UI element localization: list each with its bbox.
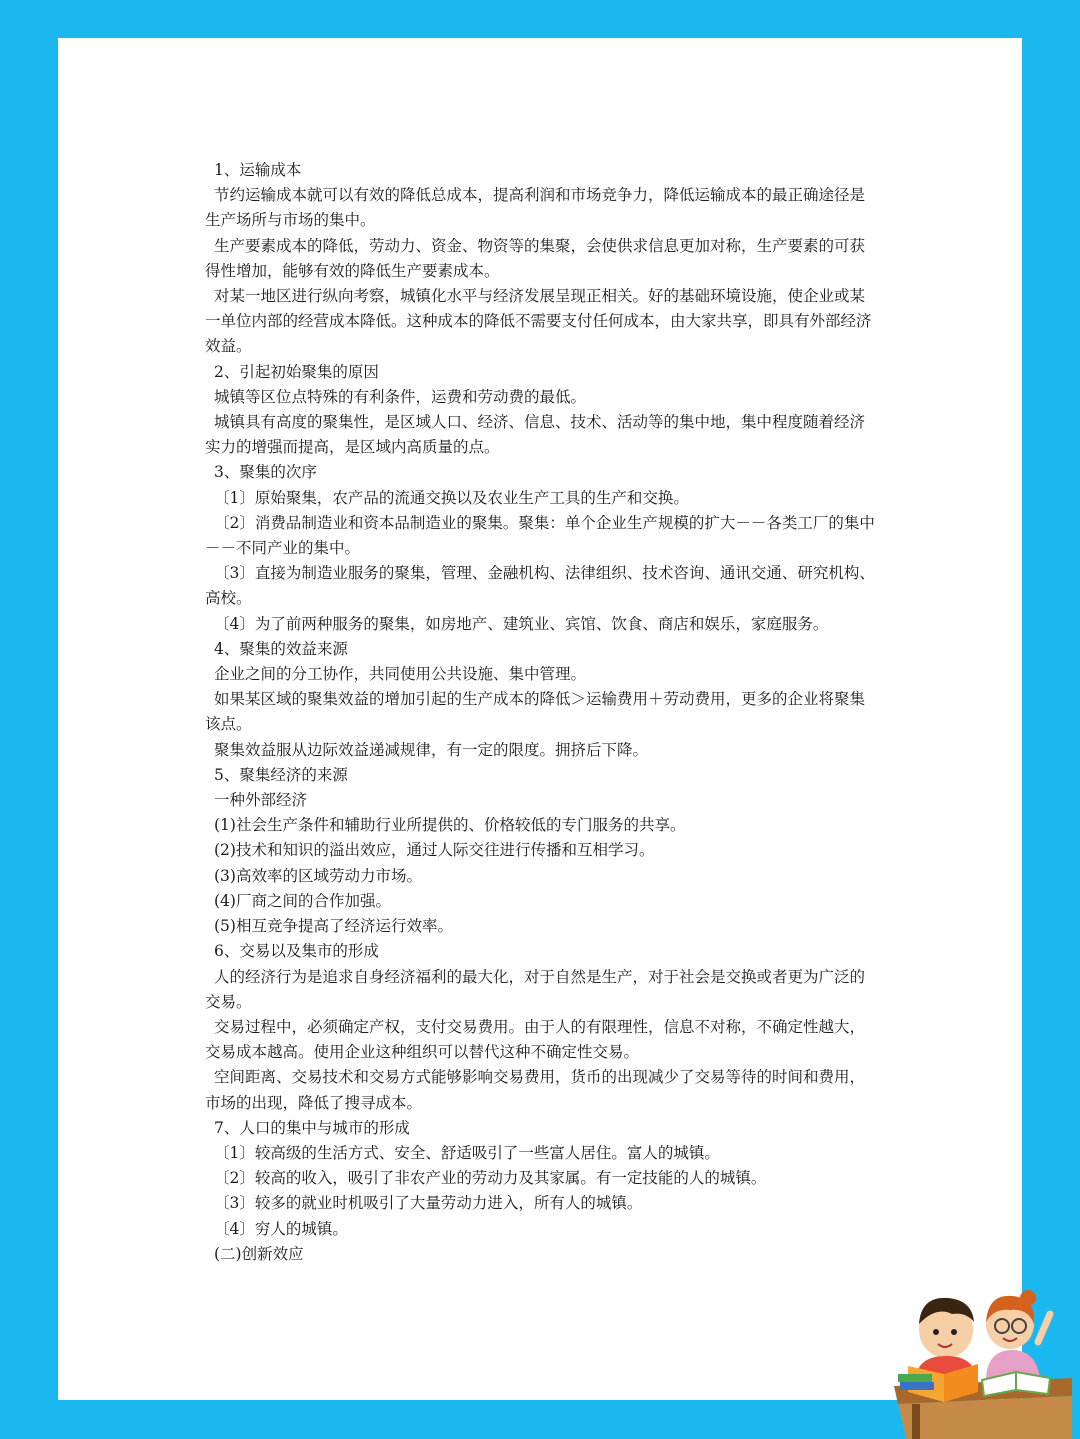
paragraph: 人的经济行为是追求自身经济福利的最大化，对于自然是生产，对于社会是交换或者更为广泛的交易。 bbox=[205, 967, 866, 1011]
list-item: (2)技术和知识的溢出效应，通过人际交往进行传播和互相学习。 bbox=[214, 841, 655, 860]
list-item: 〔3〕直接为制造业服务的聚集，管理、金融机构、法律组织、技术咨询、通讯交通、研究机构、高校。 bbox=[205, 564, 875, 608]
list-item: (4)厂商之间的合作加强。 bbox=[214, 891, 391, 910]
section-heading: 2、引起初始聚集的原因 bbox=[214, 362, 379, 381]
list-item: 〔3〕较多的就业时机吸引了大量劳动力进入，所有人的城镇。 bbox=[214, 1194, 643, 1213]
paragraph: 生产要素成本的降低，劳动力、资金、物资等的集聚，会使供求信息更加对称，生产要素的可获得性增加，能够有效的降低生产要素成本。 bbox=[205, 236, 866, 280]
section-heading: 1、运输成本 bbox=[214, 161, 302, 179]
list-item: 〔1〕原始聚集，农产品的流通交换以及农业生产工具的生产和交换。 bbox=[214, 488, 689, 507]
paragraph: 聚集效益服从边际效益递减规律，有一定的限度。拥挤后下降。 bbox=[214, 740, 649, 759]
paragraph: 一种外部经济 bbox=[214, 791, 308, 810]
section-heading: 7、人口的集中与城市的形成 bbox=[214, 1118, 410, 1137]
paragraph: 企业之间的分工协作，共同使用公共设施、集中管理。 bbox=[214, 665, 587, 684]
paragraph: 对某一地区进行纵向考察，城镇化水平与经济发展呈现正相关。好的基础环境设施，使企业或某一单位内部的经营成本降低。这种成本的降低不需要支付任何成本，由大家共享，即具有外部经济效益。 bbox=[205, 287, 872, 356]
list-item: 〔4〕穷人的城镇。 bbox=[214, 1219, 348, 1238]
section-heading: (二)创新效应 bbox=[214, 1244, 304, 1263]
list-item: (1)社会生产条件和辅助行业所提供的、价格较低的专门服务的共享。 bbox=[214, 816, 686, 835]
list-item: 〔2〕消费品制造业和资本品制造业的聚集。聚集：单个企业生产规模的扩大－－各类工厂的集中－－不同产业的集中。 bbox=[205, 513, 875, 558]
paragraph: 节约运输成本就可以有效的降低总成本，提高利润和市场竞争力，降低运输成本的最正确途径是生产场所与市场的集中。 bbox=[205, 186, 866, 230]
section-heading: 5、聚集经济的来源 bbox=[214, 765, 348, 784]
list-item: 〔4〕为了前两种服务的聚集，如房地产、建筑业、宾馆、饮食、商店和娱乐，家庭服务。 bbox=[214, 614, 829, 633]
paragraph: 城镇具有高度的聚集性，是区域人口、经济、信息、技术、活动等的集中地，集中程度随着经济实力的增强而提高，是区域内高质量的点。 bbox=[205, 413, 866, 457]
list-item: 〔2〕较高的收入，吸引了非农产业的劳动力及其家属。有一定技能的人的城镇。 bbox=[214, 1169, 767, 1188]
list-item: (5)相互竞争提高了经济运行效率。 bbox=[214, 917, 453, 936]
paragraph: 如果某区域的聚集效益的增加引起的生产成本的降低＞运输费用＋劳动费用，更多的企业将聚集该点。 bbox=[205, 690, 866, 734]
paragraph: 空间距离、交易技术和交易方式能够影响交易费用，货币的出现减少了交易等待的时间和费用，市场的出现，降低了搜寻成本。 bbox=[205, 1068, 866, 1112]
children-reading-icon bbox=[888, 1278, 1072, 1439]
paragraph: 城镇等区位点特殊的有利条件，运费和劳动费的最低。 bbox=[214, 387, 587, 406]
section-heading: 4、聚集的效益来源 bbox=[214, 639, 348, 658]
list-item: 〔1〕较高级的生活方式、安全、舒适吸引了一些富人居住。富人的城镇。 bbox=[214, 1143, 720, 1162]
section-heading: 6、交易以及集市的形成 bbox=[214, 942, 379, 961]
section-heading: 3、聚集的次序 bbox=[214, 463, 317, 482]
paragraph: 交易过程中，必须确定产权，支付交易费用。由于人的有限理性，信息不对称，不确定性越大，交易成本越高。使用企业这种组织可以替代这种不确定性交易。 bbox=[205, 1017, 866, 1062]
document-body bbox=[205, 158, 877, 1267]
list-item: (3)高效率的区域劳动力市场。 bbox=[214, 866, 422, 885]
